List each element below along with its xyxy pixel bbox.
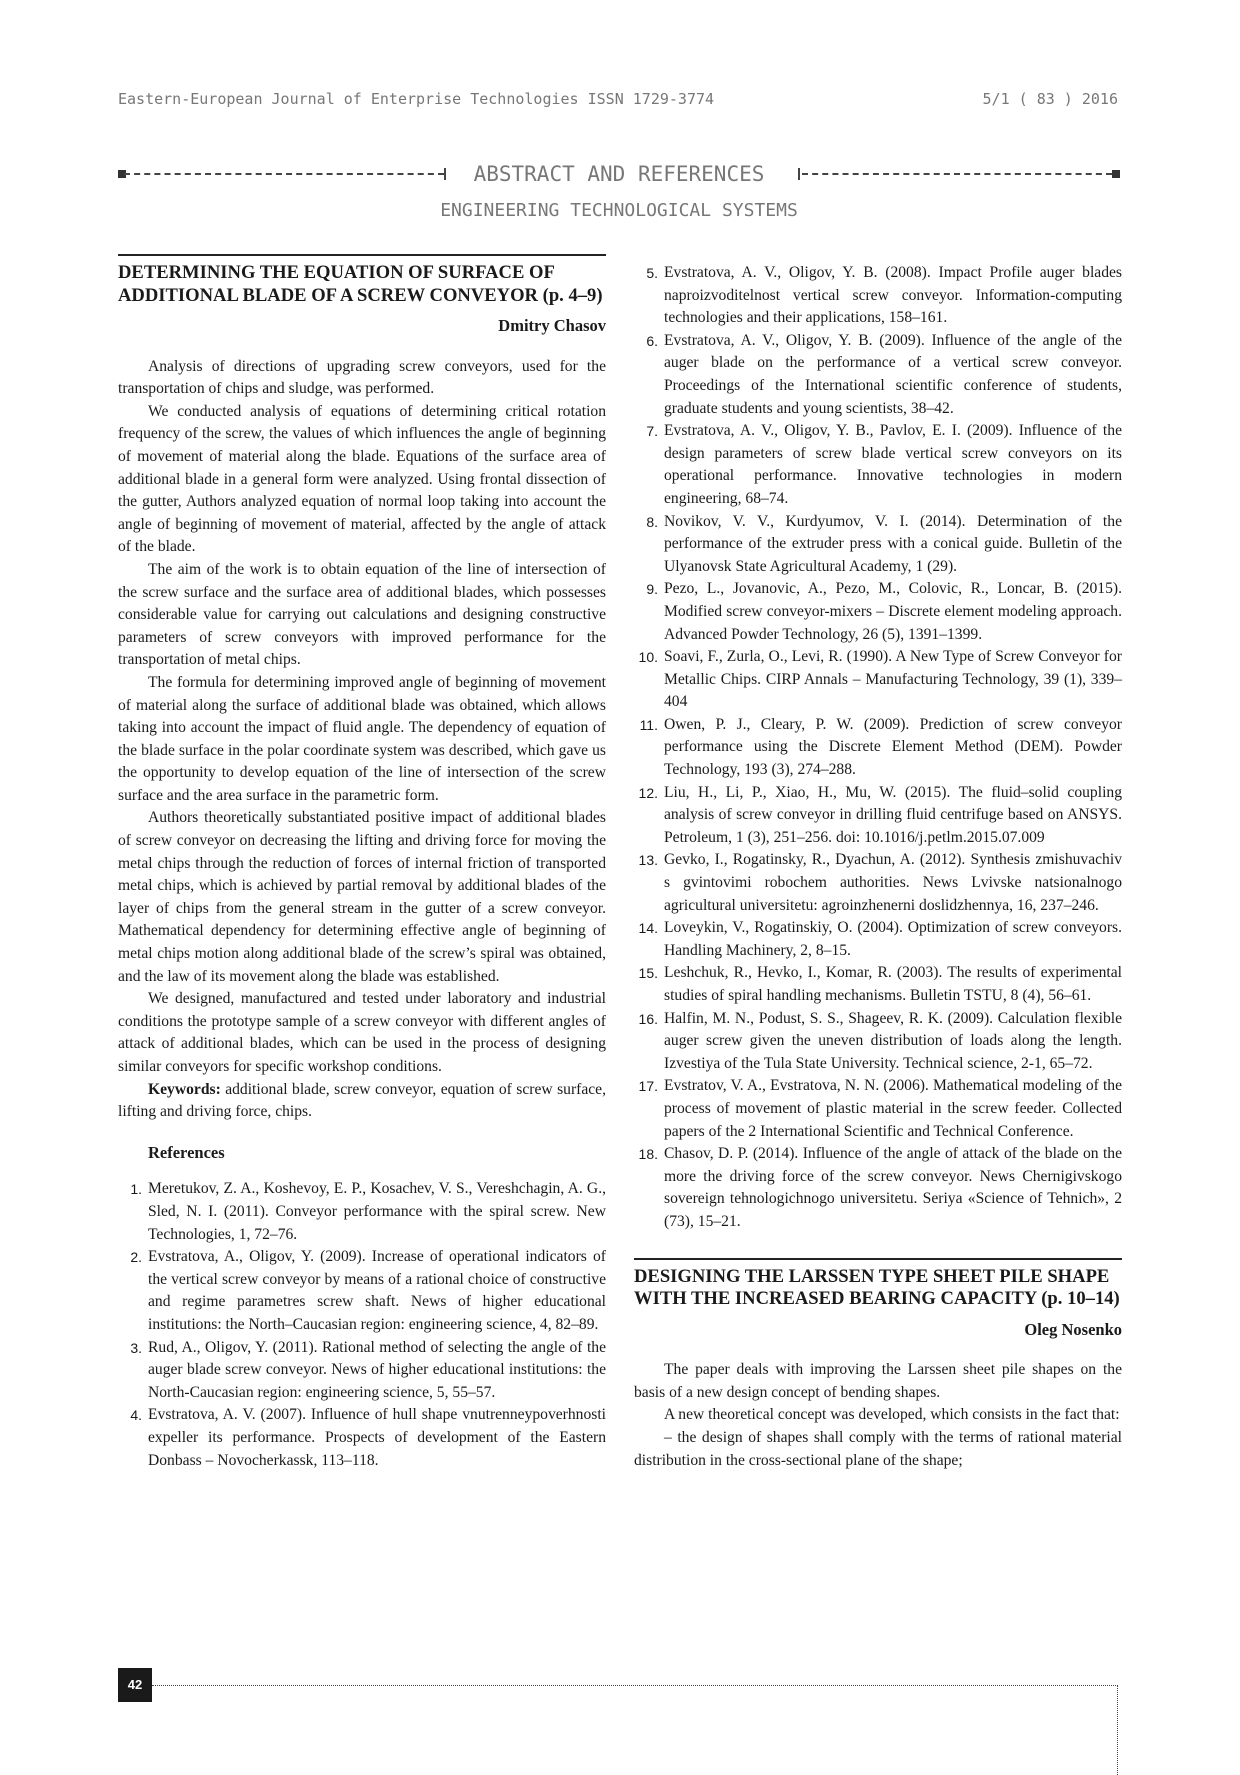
reference-text: Leshchuk, R., Hevko, I., Komar, R. (2003). The results of experimental studies of spiral handling mechanisms. Bulletin TSTU, 8 (4), 56–61. [664,964,1122,1004]
reference-number: 4. [130,1407,142,1424]
reference-number: 11. [639,716,658,733]
journal-name: Eastern-European Journal of Enterprise Technologies ISSN 1729-3774 [118,90,715,108]
reference-item [634,849,1122,917]
reference-item [634,917,1122,962]
reference-number: 16. [638,1010,658,1027]
reference-item [634,1075,1122,1143]
reference-number: 13. [638,852,658,869]
reference-item [634,962,1122,1007]
reference-text: Liu, H., Li, P., Xiao, H., Mu, W. (2015). The fluid–solid coupling analysis of screw conveyor in drilling fluid centrifuge based on ANSYS. Petroleum, 1 (3), 251–256. doi: 10.1016/j.petlm.2015.07.009 [664,783,1122,846]
band-square-right [1112,170,1120,178]
article1-paragraph: The formula for determining improved angle of beginning of movement of material along the surface of additional blade was obtained, which allows taking into account the impact of fluid angle. The dependency of equation of the blade surface in the polar coordinate system was described, which gave us the opportunity to develop equation of the line of intersection of the screw surface and the area surface in the parametric form. [118,673,606,804]
issue-number: 5/1 ( 83 ) 2016 [982,90,1118,108]
article2-author: Oleg Nosenko [1024,1319,1122,1339]
references-heading: References [148,1142,225,1162]
reference-number: 17. [638,1078,658,1095]
reference-number: 1. [130,1181,142,1198]
references-list-left [118,1178,606,1472]
reference-number: 2. [130,1249,142,1266]
reference-number: 6. [646,332,658,349]
reference-text: Rud, A., Oligov, Y. (2011). Rational method of selecting the angle of the auger blade screw conveyor. News of higher educational institutions: the North-Caucasian region: engineering science, 5, 55–57. [148,1338,606,1401]
band-tick-right [798,168,800,180]
article2 [634,1258,1122,1473]
keywords-label: Keywords: [148,1080,221,1098]
article2-paragraph: The paper deals with improving the Larssen sheet pile shapes on the basis of a new design concept of bending shapes. [634,1361,1122,1401]
reference-item [634,646,1122,714]
reference-item [634,511,1122,579]
band-title: ABSTRACT AND REFERENCES [473,162,765,186]
reference-number: 7. [646,423,658,440]
reference-text: Gevko, I., Rogatinsky, R., Dyachun, A. (2012). Synthesis zmishuvachiv s gvintovimi robochem authorities. News Lvivske natsionalnogo agricultural universitetu: agroinzhenerni doslidzhennya, 16, 237–246. [664,851,1122,914]
reference-text: Loveykin, V., Rogatinskiy, O. (2004). Optimization of screw conveyors. Handling Machinery, 2, 8–15. [664,919,1122,959]
article1-paragraph: We designed, manufactured and tested under laboratory and industrial conditions the prototype sample of a screw conveyor with different angles of attack of additional blades, which can be used in the process of designing similar conveyors for specific workshop conditions. [118,990,606,1075]
reference-text: Novikov, V. V., Kurdyumov, V. I. (2014). Determination of the performance of the extruder press with a conical guide. Bulletin of the Ulyanovsk State Agricultural Academy, 1 (29). [664,512,1122,575]
reference-text: Chasov, D. P. (2014). Influence of the angle of attack of the blade on the more the driving force of the screw conveyor. News Chernigivskogo sovereign tehnologichnogo universitetu. Seriya «Science of Tehnich», 2 (73), 15–21. [664,1145,1122,1230]
article1-author: Dmitry Chasov [498,316,606,335]
section-name: ENGINEERING TECHNOLOGICAL SYSTEMS [440,200,798,221]
reference-text: Soavi, F., Zurla, O., Levi, R. (1990). A New Type of Screw Conveyor for Metallic Chips. CIRP Annals – Manufacturing Technology, 39 (1), 339–404 [664,648,1122,711]
footer-dotted-vertical [1117,1685,1118,1775]
reference-item [634,714,1122,782]
reference-number: 5. [646,265,658,281]
reference-item [118,1404,606,1472]
reference-item [634,578,1122,646]
reference-number: 10. [638,649,658,666]
article1-title: DETERMINING THE EQUATION OF SURFACE OF ADDITIONAL BLADE OF A SCREW CONVEYOR (p. 4–9) [118,262,603,306]
reference-text: Evstratova, A. V., Oligov, Y. B. (2009). Influence of the angle of the auger blade on the performance of a vertical screw conveyor. Proceedings of the International scientific conference of students, graduate students and young scientists, 38–42. [664,331,1122,417]
reference-number: 15. [638,965,658,982]
reference-item [118,1337,606,1405]
section-band [118,160,1120,190]
reference-item [634,262,1122,330]
reference-text: Halfin, M. N., Podust, S. S., Shageev, R. K. (2009). Calculation flexible auger screw given the uneven distribution of loads along the length. Izvestiya of the Tula State University. Technical science, 2-1, 65–72. [664,1009,1122,1072]
article1-paragraph: Analysis of directions of upgrading screw conveyors, used for the transportation of chips and sludge, was performed. [118,357,606,398]
reference-text: Evstratova, A. V., Oligov, Y. B. (2008). Impact Profile auger blades naproizvoditelnost vertical screw conveyor. Information-computing technologies and their applications, 158–161. [664,264,1122,327]
page-footer [118,1668,1122,1772]
article1-paragraph: We conducted analysis of equations of determining critical rotation frequency of the screw, the values of which influences the angle of beginning of movement of material along the blade. Equations of the surface area of additional blade in a general form were analyzed. Using frontal dissection of the gutter, Authors analyzed equation of normal loop taking into account the angle of beginning of movement of material, affected by the angle of attack of the blade. [118,402,606,556]
reference-number: 9. [646,581,658,598]
article2-paragraph: A new theoretical concept was developed, which consists in the fact that: [664,1406,1120,1424]
article2-paragraph: – the design of shapes shall comply with the terms of rational material distribution in the cross-sectional plane of the shape; [634,1428,1122,1469]
reference-text: Evstratova, A. V. (2007). Influence of hull shape vnutrenneypoverhnosti expeller its performance. Prospects of development of the Eastern Donbass – Novocherkassk, 113–118. [148,1406,606,1469]
right-column [634,262,1122,1472]
article1-paragraph: The aim of the work is to obtain equation of the line of intersection of the screw surface and the surface area of additional blades, which possesses considerable value for carrying out calculations and designing constructive parameters of screw conveyors with improved performance for the transportation of metal chips. [118,560,606,669]
reference-number: 12. [638,784,658,801]
left-column [118,254,606,1472]
reference-text: Evstratova, A., Oligov, Y. (2009). Increase of operational indicators of the vertical screw conveyor by means of a rational choice of constructive and regime parametres screw shaft. News of higher educational institutions: the North–Caucasian region: engineering science, 4, 82–89. [148,1248,606,1333]
reference-item [118,1178,606,1246]
reference-text: Evstratov, V. A., Evstratova, N. N. (2006). Mathematical modeling of the process of movement of plastic material in the screw feeder. Collected papers of the 2 International Scientific and Technical Conference. [664,1077,1122,1140]
reference-item [634,420,1122,510]
reference-number: 3. [130,1339,142,1356]
reference-item [634,1008,1122,1076]
reference-text: Meretukov, Z. A., Koshevoy, E. P., Kosachev, V. S., Vereshchagin, A. G., Sled, N. I. (2011). Conveyor performance with the spiral screw. New Technologies, 1, 72–76. [148,1180,606,1243]
reference-item [634,330,1122,420]
reference-item [118,1246,606,1336]
reference-text: Evstratova, A. V., Oligov, Y. B., Pavlov, E. I. (2009). Influence of the design parameters of screw blade vertical screw conveyors on its operational performance. Innovative technologies in modern engineering, 68–74. [664,422,1122,507]
band-dash-right [802,173,1112,175]
reference-number: 18. [638,1146,658,1163]
keywords-text: additional blade, screw conveyor, equation of screw surface, lifting and driving force, chips. [118,1080,606,1121]
reference-text: Pezo, L., Jovanovic, A., Pezo, M., Colovic, R., Loncar, B. (2015). Modified screw conveyor-mixers – Discrete element modeling approach. Advanced Powder Technology, 26 (5), 1391–1399. [664,580,1122,643]
reference-number: 14. [638,920,658,937]
page-number: 42 [118,1668,152,1702]
footer-dotted-line [152,1685,1118,1686]
references-list-right [634,262,1122,1234]
reference-item [634,782,1122,850]
reference-item [634,1143,1122,1233]
article1-keywords [118,1079,606,1124]
reference-text: Owen, P. J., Cleary, P. W. (2009). Prediction of screw conveyor performance using the Discrete Element Method (DEM). Powder Technology, 193 (3), 274–288. [664,715,1122,779]
article2-title: DESIGNING THE LARSSEN TYPE SHEET PILE SHAPE WITH THE INCREASED BEARING CAPACITY (p. 10–14) [634,1265,1120,1310]
reference-number: 8. [646,513,658,530]
article1-paragraph: Authors theoretically substantiated positive impact of additional blades of screw conveyor on decreasing the lifting and driving force for moving the metal chips through the reduction of forces of internal friction of transported metal chips, which is achieved by partial removal by additional blades of the layer of chips from the general stream in the gutter of a screw conveyor. Mathematical dependency for determining effective angle of beginning of metal chips motion along additional blade of the screw’s spiral was obtained, and the law of its movement along the blade was established. [118,809,606,985]
